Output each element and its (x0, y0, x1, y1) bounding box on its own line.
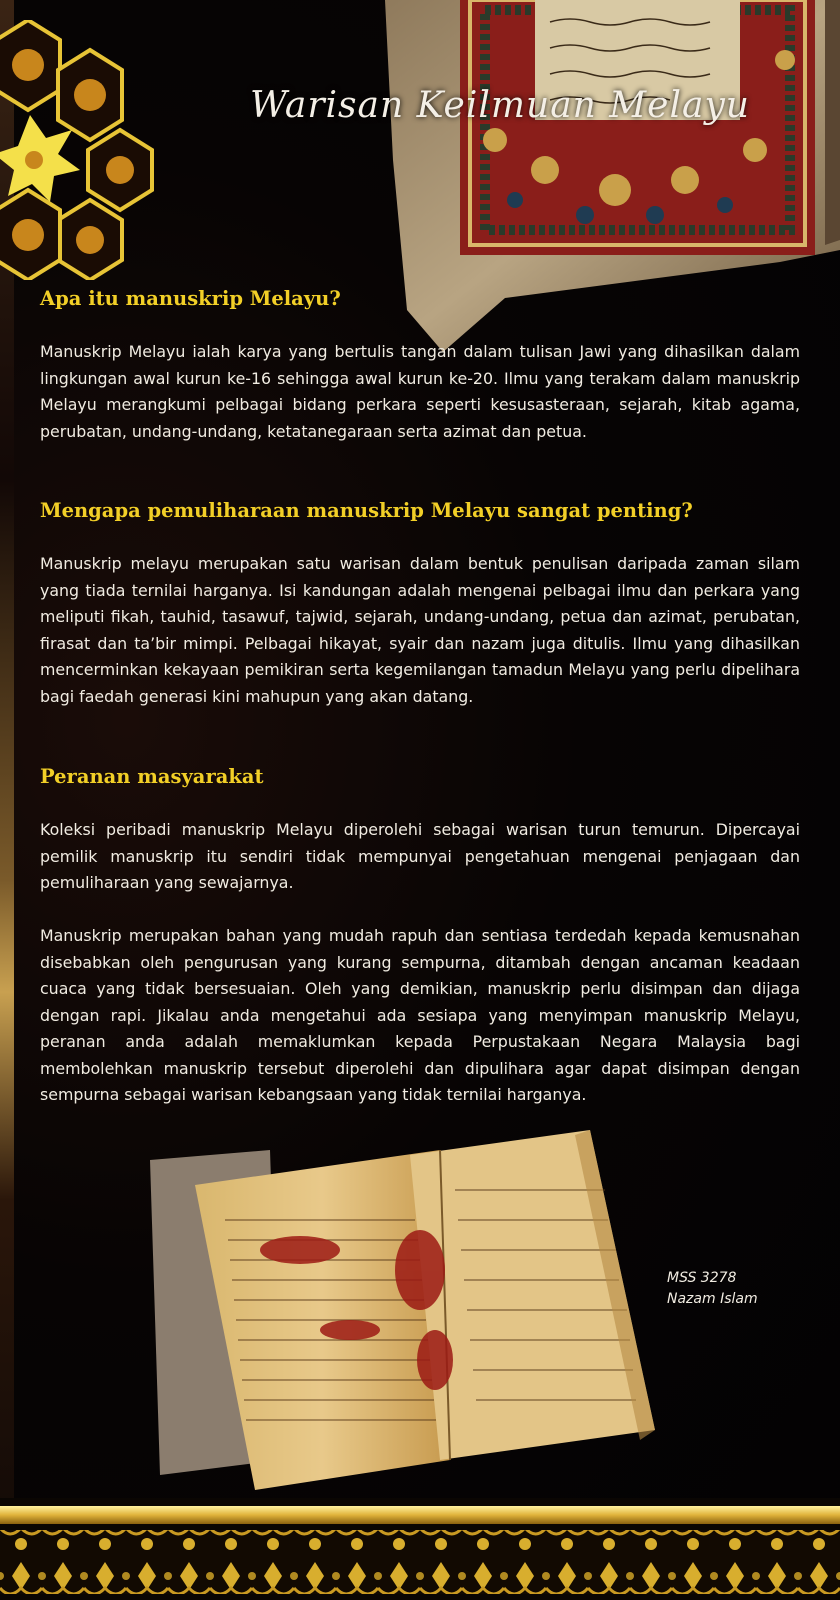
section-paragraph: Manuskrip Melayu ialah karya yang bertulis tangan dalam tulisan Jawi yang dihasilkan dalam lingkungan awal kurun ke-16 sehingga awal kurun ke-20. Ilmu yang terakam dalam manuskrip Melayu merangkumi pelbagai bidang perkara seperti kesusasteraan, sejarah, kitab agama, perubatan, undang-undang, ketatanegaraan serta azimat dan petua. (40, 342, 800, 441)
illuminated-manuscript-image (385, 0, 840, 355)
section-paragraph: Manuskrip merupakan bahan yang mudah rapuh dan sentiasa terdedah kepada kemusnahan disebabkan oleh pengurusan yang kurang sempurna, ditambah dengan ancaman keadaan cuaca yang tidak bersesuaian. Oleh yang demikian, manuskrip perlu disimpan dan dijaga dengan rapi. Jikalau anda mengetahui ada sesiapa yang menyimpan manuskrip Melayu, peranan anda adalah memaklumkan kepada Perpustakaan Negara Malaysia bagi membolehkan manuskrip tersebut diperolehi dan dipulihara agar dapat disimpan dengan sempurna sebagai warisan kebangsaan yang tidak ternilai harganya. (40, 926, 800, 1104)
gold-ornamental-border (0, 1498, 840, 1600)
section-heading-what-is: Apa itu manuskrip Melayu? (40, 287, 341, 310)
section-paragraph: Manuskrip melayu merupakan satu warisan dalam bentuk penulisan daripada zaman silam yang tiada ternilai harganya. Isi kandungan adalah mengenai pelbagai ilmu dan perkara yang meliputi fikah, tauhid, tasawuf, tajwid, sejarah, undang-undang, petua dan azimat, perubatan, firasat dan ta’bir mimpi. Pelbagai hikayat, syair dan nazam juga ditulis. Ilmu yang dihasilkan mencerminkan kekayaan pemikiran serta kegemilangan tamadun Melayu yang perlu dipelihara bagi faedah generasi kini mahupun yang akan datang. (40, 554, 800, 706)
caption-name: Nazam Islam (667, 1291, 758, 1307)
section-paragraph: Koleksi peribadi manuskrip Melayu diperolehi sebagai warisan turun temurun. Dipercayai pemilik manuskrip itu sendiri tidak mempunyai pengetahuan mengenai penjagaan dan pemuliharaan yang sewajarnya. (40, 820, 800, 892)
gold-star-ornament (0, 20, 160, 280)
section-heading-why-important: Mengapa pemuliharaan manuskrip Melayu sangat penting? (40, 499, 693, 522)
nazam-islam-manuscript-image (150, 1130, 660, 1490)
manuscript-caption (667, 1268, 758, 1310)
page-title: Warisan Keilmuan Melayu (250, 85, 750, 126)
section-heading-community-role: Peranan masyarakat (40, 765, 264, 788)
caption-code: MSS 3278 (667, 1270, 737, 1286)
